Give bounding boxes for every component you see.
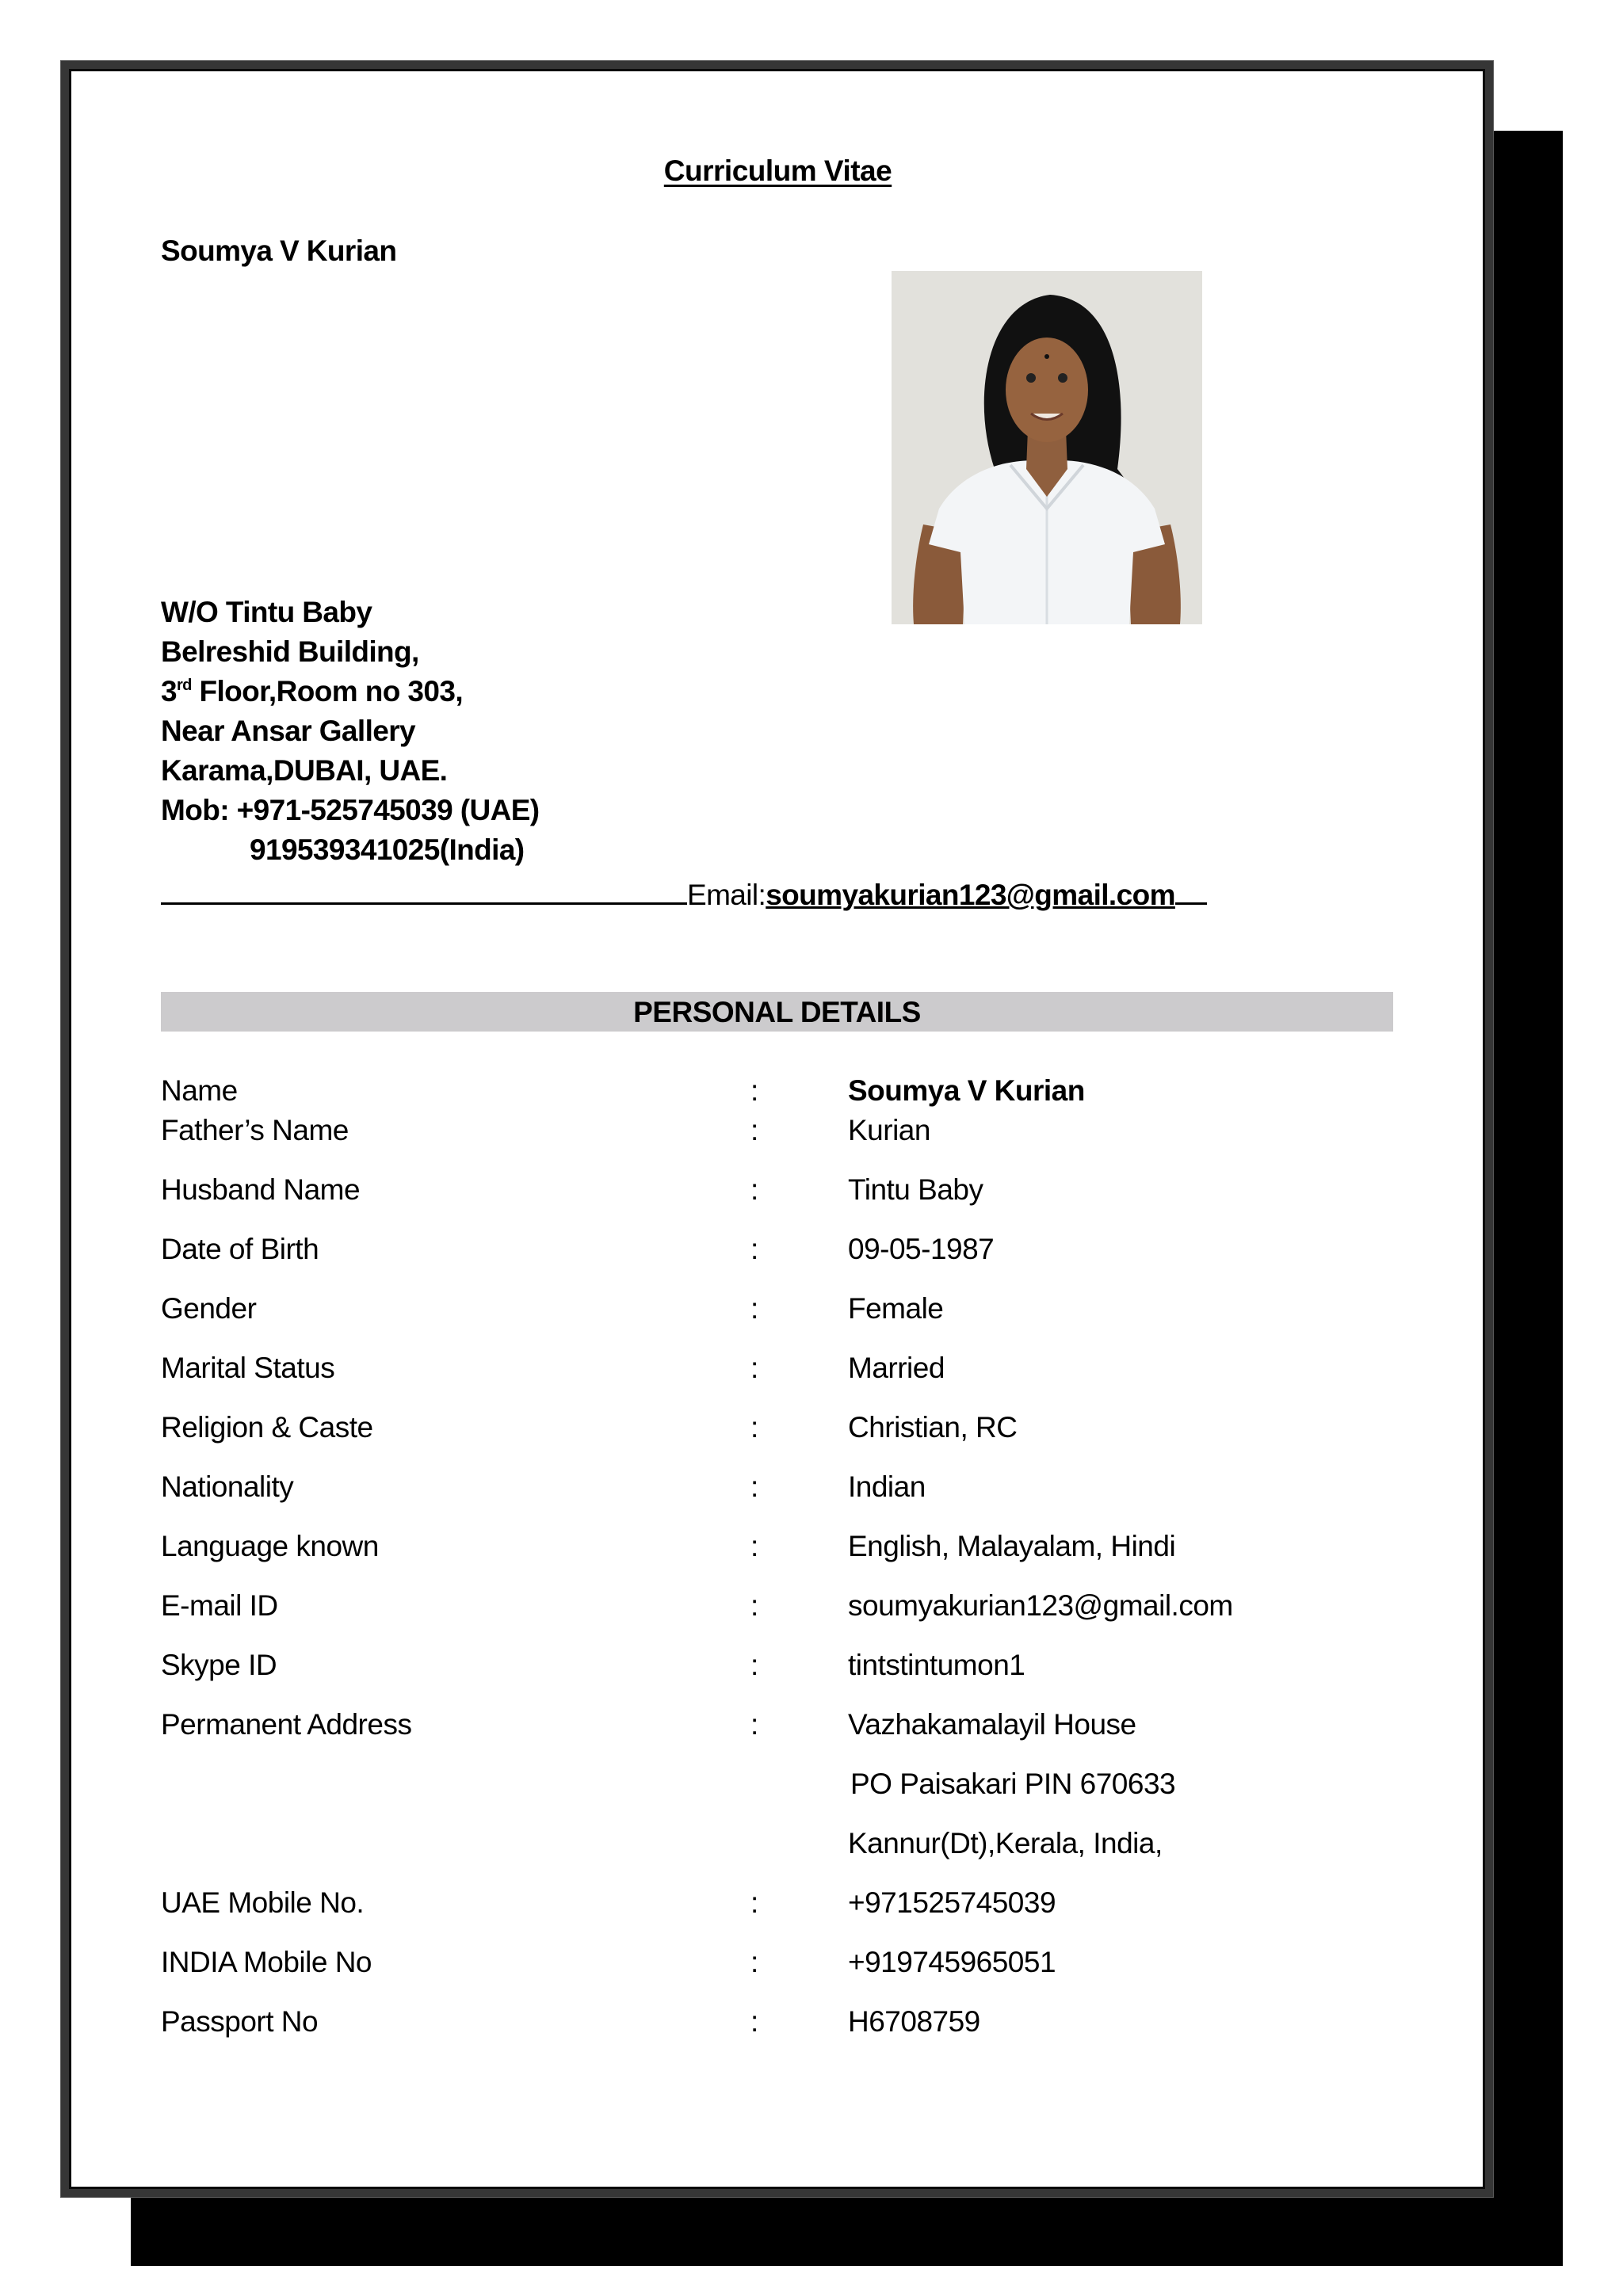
- detail-value: H6708759: [848, 2005, 980, 2038]
- detail-colon: :: [750, 1886, 758, 1919]
- address-line-1: W/O Tintu Baby: [161, 596, 372, 628]
- detail-label: Husband Name: [161, 1173, 361, 1206]
- detail-row: [0, 1114, 1623, 1150]
- detail-colon: :: [750, 1411, 758, 1444]
- detail-value: Tintu Baby: [848, 1173, 983, 1206]
- email-line: [161, 874, 1207, 912]
- mobile-india: 919539341025(India): [250, 833, 525, 866]
- detail-row: [0, 1530, 1623, 1566]
- profile-photo: [892, 271, 1202, 624]
- detail-value: 09-05-1987: [848, 1233, 995, 1265]
- detail-row: [0, 1886, 1623, 1923]
- detail-row: [0, 1470, 1623, 1507]
- detail-label: Gender: [161, 1292, 257, 1325]
- detail-row: [0, 1233, 1623, 1269]
- detail-label: Nationality: [161, 1470, 294, 1503]
- detail-colon: :: [750, 2005, 758, 2038]
- detail-label: Skype ID: [161, 1649, 277, 1681]
- detail-row: [0, 1649, 1623, 1685]
- address-line-3: [161, 675, 463, 708]
- detail-colon: :: [750, 1292, 758, 1325]
- underline-rule: [161, 874, 687, 905]
- detail-label: Passport No: [161, 2005, 319, 2038]
- detail-value: +919745965051: [848, 1946, 1056, 1978]
- detail-label: Religion & Caste: [161, 1411, 373, 1444]
- detail-label: Language known: [161, 1530, 379, 1562]
- detail-row: [0, 1352, 1623, 1388]
- detail-row: [0, 2005, 1623, 2042]
- detail-label: Permanent Address: [161, 1708, 412, 1741]
- mobile-uae: Mob: +971-525745039 (UAE): [161, 794, 540, 826]
- detail-colon: :: [750, 1589, 758, 1622]
- detail-label: Marital Status: [161, 1352, 335, 1384]
- detail-value: tintstintumon1: [848, 1649, 1025, 1681]
- detail-value: Married: [848, 1352, 945, 1384]
- detail-colon: :: [750, 1470, 758, 1503]
- detail-value: Christian, RC: [848, 1411, 1018, 1444]
- detail-colon: :: [750, 1530, 758, 1562]
- detail-row: [0, 1411, 1623, 1447]
- detail-row: [0, 1768, 1623, 1804]
- floor-number: 3: [161, 675, 177, 707]
- detail-label: E-mail ID: [161, 1589, 278, 1622]
- email-link[interactable]: soumyakurian123@gmail.com: [766, 879, 1175, 911]
- detail-value: Indian: [848, 1470, 926, 1503]
- address-line-2: Belreshid Building,: [161, 635, 419, 668]
- section-header-personal-details: PERSONAL DETAILS: [161, 992, 1393, 1032]
- detail-label: Father’s Name: [161, 1114, 349, 1146]
- address-line-4: Near Ansar Gallery: [161, 715, 416, 747]
- detail-colon: :: [750, 1173, 758, 1206]
- detail-row: [0, 1946, 1623, 1982]
- detail-colon: :: [750, 1074, 758, 1107]
- detail-value: PO Paisakari PIN 670633: [850, 1768, 1176, 1800]
- detail-row: [0, 1827, 1623, 1863]
- detail-value: +971525745039: [848, 1886, 1056, 1919]
- detail-value: Kannur(Dt),Kerala, India,: [848, 1827, 1163, 1859]
- detail-row: [0, 1708, 1623, 1745]
- detail-colon: :: [750, 1114, 758, 1146]
- detail-row: [0, 1074, 1623, 1111]
- detail-label: UAE Mobile No.: [161, 1886, 365, 1919]
- detail-label: Date of Birth: [161, 1233, 319, 1265]
- detail-value: Soumya V Kurian: [848, 1074, 1085, 1107]
- detail-label: Name: [161, 1074, 238, 1107]
- detail-colon: :: [750, 1708, 758, 1741]
- detail-colon: :: [750, 1352, 758, 1384]
- detail-colon: :: [750, 1946, 758, 1978]
- floor-ordinal: rd: [176, 677, 192, 694]
- detail-value: English, Malayalam, Hindi: [848, 1530, 1176, 1562]
- underline-trail: [1175, 874, 1207, 905]
- email-label: Email:: [687, 879, 766, 911]
- detail-row: [0, 1589, 1623, 1626]
- detail-row: [0, 1173, 1623, 1210]
- address-line-5: Karama,DUBAI, UAE.: [161, 754, 448, 787]
- detail-colon: :: [750, 1649, 758, 1681]
- person-photo-icon: [892, 271, 1202, 624]
- document-title-text: Curriculum Vitae: [663, 154, 892, 187]
- floor-room: Floor,Room no 303,: [191, 675, 463, 707]
- detail-value: Vazhakamalayil House: [848, 1708, 1136, 1741]
- detail-value: Female: [848, 1292, 944, 1325]
- detail-value: soumyakurian123@gmail.com: [848, 1589, 1233, 1622]
- detail-row: [0, 1292, 1623, 1329]
- document-title: [0, 154, 1556, 188]
- detail-label: INDIA Mobile No: [161, 1946, 372, 1978]
- candidate-name-heading: Soumya V Kurian: [161, 235, 397, 267]
- detail-value: Kurian: [848, 1114, 930, 1146]
- detail-colon: :: [750, 1233, 758, 1265]
